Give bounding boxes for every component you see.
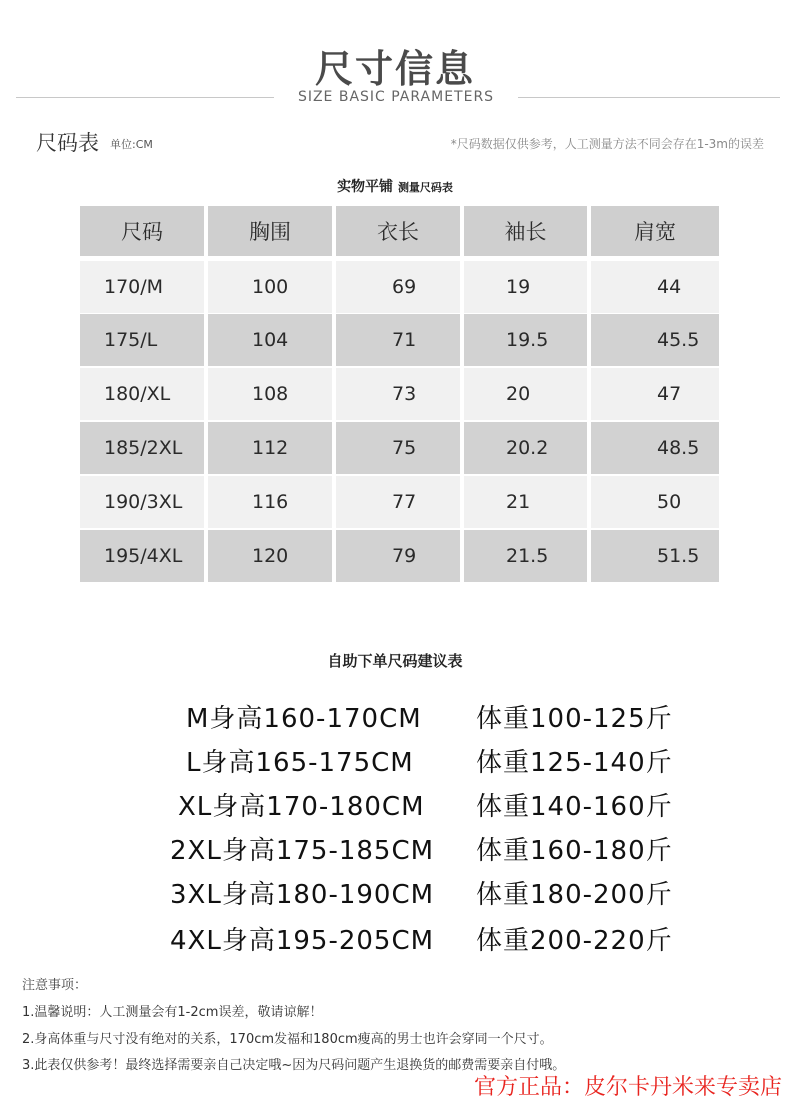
suggestion-height: 4XL身高195-205CM bbox=[170, 926, 435, 956]
suggestion-weight: 体重125-140斤 bbox=[476, 748, 673, 778]
suggestion-height: 3XL身高180-190CM bbox=[170, 880, 435, 910]
suggestion-height: XL身高170-180CM bbox=[178, 792, 425, 822]
table-cell: 170/M bbox=[80, 261, 204, 313]
table-header-cell: 尺码 bbox=[80, 206, 204, 256]
notes-heading: 注意事项： bbox=[22, 978, 88, 993]
table-cell: 175/L bbox=[80, 314, 204, 366]
table-title-sub: 测量尺码表 bbox=[397, 181, 453, 194]
table-cell: 69 bbox=[336, 261, 460, 313]
store-watermark: 官方正品：皮尔卡丹米来专卖店 bbox=[473, 1075, 782, 1100]
suggestion-weight: 体重100-125斤 bbox=[476, 704, 673, 734]
measurement-note: *尺码数据仅供参考，人工测量方法不同会存在1-3m的误差 bbox=[450, 137, 764, 151]
table-title-main: 实物平铺 bbox=[337, 179, 394, 195]
suggestion-weight: 体重160-180斤 bbox=[476, 836, 673, 866]
table-cell: 185/2XL bbox=[80, 422, 204, 474]
table-cell: 47 bbox=[591, 368, 719, 420]
table-header-cell: 袖长 bbox=[464, 206, 587, 256]
page-subtitle: SIZE BASIC PARAMETERS bbox=[297, 89, 495, 105]
note-item: 3.此表仅供参考！最终选择需要亲自己决定哦~因为尺码问题产生退换货的邮费需要亲自付哦。 bbox=[22, 1058, 566, 1073]
table-cell: 21.5 bbox=[464, 530, 587, 582]
table-cell: 19.5 bbox=[464, 314, 587, 366]
table-cell: 20 bbox=[464, 368, 587, 420]
table-cell: 73 bbox=[336, 368, 460, 420]
table-header-cell: 肩宽 bbox=[591, 206, 719, 256]
table-title bbox=[0, 176, 790, 196]
table-cell: 19 bbox=[464, 261, 587, 313]
table-cell: 112 bbox=[208, 422, 332, 474]
divider-left bbox=[16, 97, 274, 98]
table-header-cell: 衣长 bbox=[336, 206, 460, 256]
table-cell: 50 bbox=[591, 476, 719, 528]
suggestion-height: L身高165-175CM bbox=[186, 748, 414, 778]
table-cell: 77 bbox=[336, 476, 460, 528]
suggestion-weight: 体重140-160斤 bbox=[476, 792, 673, 822]
table-cell: 108 bbox=[208, 368, 332, 420]
table-cell: 21 bbox=[464, 476, 587, 528]
suggestion-weight: 体重200-220斤 bbox=[476, 926, 673, 956]
table-cell: 48.5 bbox=[591, 422, 719, 474]
table-header-cell: 胸围 bbox=[208, 206, 332, 256]
note-item: 1.温馨说明：人工测量会有1-2cm误差，敬请谅解！ bbox=[22, 1005, 323, 1020]
page-title: 尺寸信息 bbox=[314, 47, 475, 91]
table-cell: 75 bbox=[336, 422, 460, 474]
table-cell: 116 bbox=[208, 476, 332, 528]
unit-label: 单位:CM bbox=[110, 138, 153, 151]
table-cell: 20.2 bbox=[464, 422, 587, 474]
suggestion-title: 自助下单尺码建议表 bbox=[327, 652, 463, 670]
table-cell: 180/XL bbox=[80, 368, 204, 420]
table-cell: 79 bbox=[336, 530, 460, 582]
size-chart-label: 尺码表 bbox=[36, 131, 99, 155]
divider-right bbox=[518, 97, 780, 98]
table-cell: 190/3XL bbox=[80, 476, 204, 528]
size-table bbox=[80, 206, 719, 586]
table-cell: 44 bbox=[591, 261, 719, 313]
table-cell: 120 bbox=[208, 530, 332, 582]
table-cell: 71 bbox=[336, 314, 460, 366]
suggestion-height: M身高160-170CM bbox=[186, 704, 422, 734]
table-cell: 51.5 bbox=[591, 530, 719, 582]
table-cell: 195/4XL bbox=[80, 530, 204, 582]
note-item: 2.身高体重与尺寸没有绝对的关系，170cm发福和180cm瘦高的男士也许会穿同一个尺寸。 bbox=[22, 1032, 553, 1047]
suggestion-height: 2XL身高175-185CM bbox=[170, 836, 435, 866]
table-cell: 104 bbox=[208, 314, 332, 366]
table-cell: 45.5 bbox=[591, 314, 719, 366]
table-cell: 100 bbox=[208, 261, 332, 313]
suggestion-weight: 体重180-200斤 bbox=[476, 880, 673, 910]
